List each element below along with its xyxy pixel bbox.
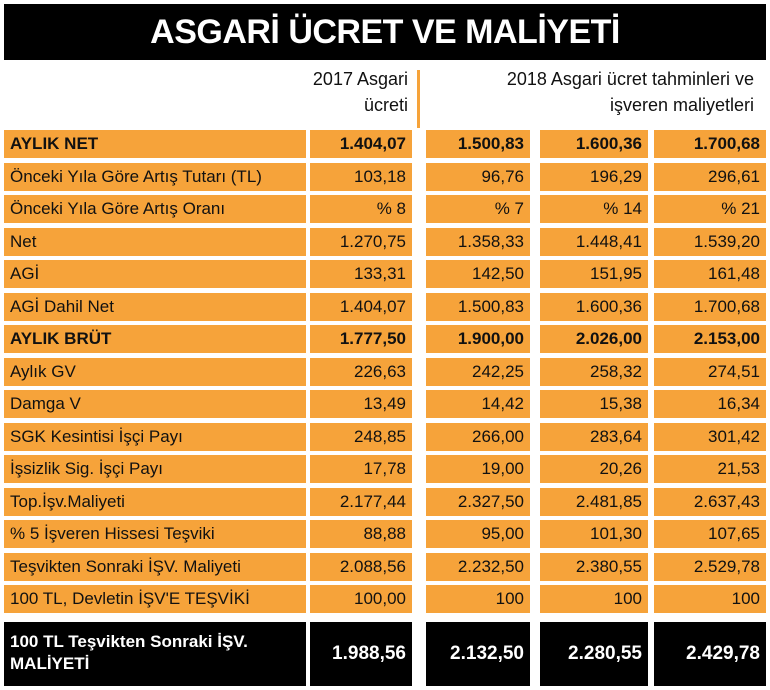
row-label: İşsizlik Sig. İşçi Payı [4,455,306,483]
value-2018-b: 20,26 [540,455,648,483]
value-2018-a: 266,00 [426,423,530,451]
header-2018-line1: 2018 Asgari ücret tahminleri ve [506,69,754,89]
row-label: Damga V [4,390,306,418]
value-2018-b: 2.380,55 [540,553,648,581]
row-label: 100 TL, Devletin İŞV'E TEŞVİKİ [4,585,306,613]
value-2018-b: 2.481,85 [540,488,648,516]
final-row-2018-a: 2.132,50 [426,622,530,686]
final-row-2017: 1.988,56 [310,622,412,686]
table-row [0,520,770,548]
row-label: Top.İşv.Maliyeti [4,488,306,516]
value-2018-b: 1.600,36 [540,130,648,158]
row-label: SGK Kesintisi İşçi Payı [4,423,306,451]
final-row-2018-b: 2.280,55 [540,622,648,686]
value-2017: 1.404,07 [310,130,412,158]
value-2018-b: 258,32 [540,358,648,386]
table-row [0,325,770,353]
table-row [0,553,770,581]
table-row [0,293,770,321]
value-2018-a: 2.232,50 [426,553,530,581]
row-label: AYLIK BRÜT [4,325,306,353]
value-2017: 2.177,44 [310,488,412,516]
table-row [0,585,770,613]
value-2017: % 8 [310,195,412,223]
value-2017: 100,00 [310,585,412,613]
value-2018-b: 2.026,00 [540,325,648,353]
table-row [0,260,770,288]
table-row [0,358,770,386]
value-2018-c: 21,53 [654,455,766,483]
value-2018-a: 100 [426,585,530,613]
table-row [0,163,770,191]
value-2017: 1.777,50 [310,325,412,353]
value-2018-c: 161,48 [654,260,766,288]
header-2018 [438,66,754,118]
table-row [0,228,770,256]
header-2017-line1: 2017 Asgari [312,69,408,89]
header-2018-line2: işveren maliyetleri [609,95,754,115]
value-2018-c: 274,51 [654,358,766,386]
value-2018-b: 151,95 [540,260,648,288]
value-2017: 103,18 [310,163,412,191]
value-2018-b: 100 [540,585,648,613]
value-2018-b: 1.600,36 [540,293,648,321]
value-2018-b: 101,30 [540,520,648,548]
value-2017: 1.404,07 [310,293,412,321]
row-label: % 5 İşveren Hissesi Teşviki [4,520,306,548]
value-2018-a: 242,25 [426,358,530,386]
final-row-2018-c: 2.429,78 [654,622,766,686]
value-2017: 2.088,56 [310,553,412,581]
value-2017: 248,85 [310,423,412,451]
header-2017 [260,66,408,118]
value-2018-a: 1.500,83 [426,293,530,321]
value-2017: 13,49 [310,390,412,418]
header-2017-line2: ücreti [363,95,408,115]
value-2018-a: 1.900,00 [426,325,530,353]
row-label: Önceki Yıla Göre Artış Oranı [4,195,306,223]
value-2018-a: % 7 [426,195,530,223]
row-label: AGİ [4,260,306,288]
value-2018-a: 142,50 [426,260,530,288]
header-separator [417,70,420,128]
value-2017: 17,78 [310,455,412,483]
row-label: Önceki Yıla Göre Artış Tutarı (TL) [4,163,306,191]
value-2018-c: 1.700,68 [654,293,766,321]
value-2018-c: 2.529,78 [654,553,766,581]
row-label: AGİ Dahil Net [4,293,306,321]
row-label: Aylık GV [4,358,306,386]
table-row [0,390,770,418]
table-row [0,130,770,158]
table-row [0,423,770,451]
value-2018-a: 1.358,33 [426,228,530,256]
value-2018-b: 283,64 [540,423,648,451]
value-2018-a: 2.327,50 [426,488,530,516]
value-2018-b: 196,29 [540,163,648,191]
value-2017: 133,31 [310,260,412,288]
value-2018-c: 301,42 [654,423,766,451]
value-2018-c: % 21 [654,195,766,223]
row-label: Teşvikten Sonraki İŞV. Maliyeti [4,553,306,581]
value-2018-b: 1.448,41 [540,228,648,256]
row-label: AYLIK NET [4,130,306,158]
value-2018-c: 107,65 [654,520,766,548]
value-2018-a: 95,00 [426,520,530,548]
value-2017: 1.270,75 [310,228,412,256]
value-2018-c: 1.539,20 [654,228,766,256]
value-2018-c: 2.153,00 [654,325,766,353]
final-row-label: 100 TL Teşvikten Sonraki İŞV. MALİYETİ [4,622,306,686]
value-2017: 226,63 [310,358,412,386]
value-2018-a: 14,42 [426,390,530,418]
final-cost-row [0,622,770,673]
value-2018-c: 16,34 [654,390,766,418]
value-2018-a: 19,00 [426,455,530,483]
table-row [0,488,770,516]
value-2018-c: 1.700,68 [654,130,766,158]
row-label: Net [4,228,306,256]
table-title: ASGARİ ÜCRET VE MALİYETİ [4,4,766,60]
value-2018-b: 15,38 [540,390,648,418]
value-2018-a: 96,76 [426,163,530,191]
value-2017: 88,88 [310,520,412,548]
value-2018-b: % 14 [540,195,648,223]
value-2018-c: 296,61 [654,163,766,191]
value-2018-c: 100 [654,585,766,613]
table-row [0,455,770,483]
table-row [0,195,770,223]
value-2018-a: 1.500,83 [426,130,530,158]
value-2018-c: 2.637,43 [654,488,766,516]
